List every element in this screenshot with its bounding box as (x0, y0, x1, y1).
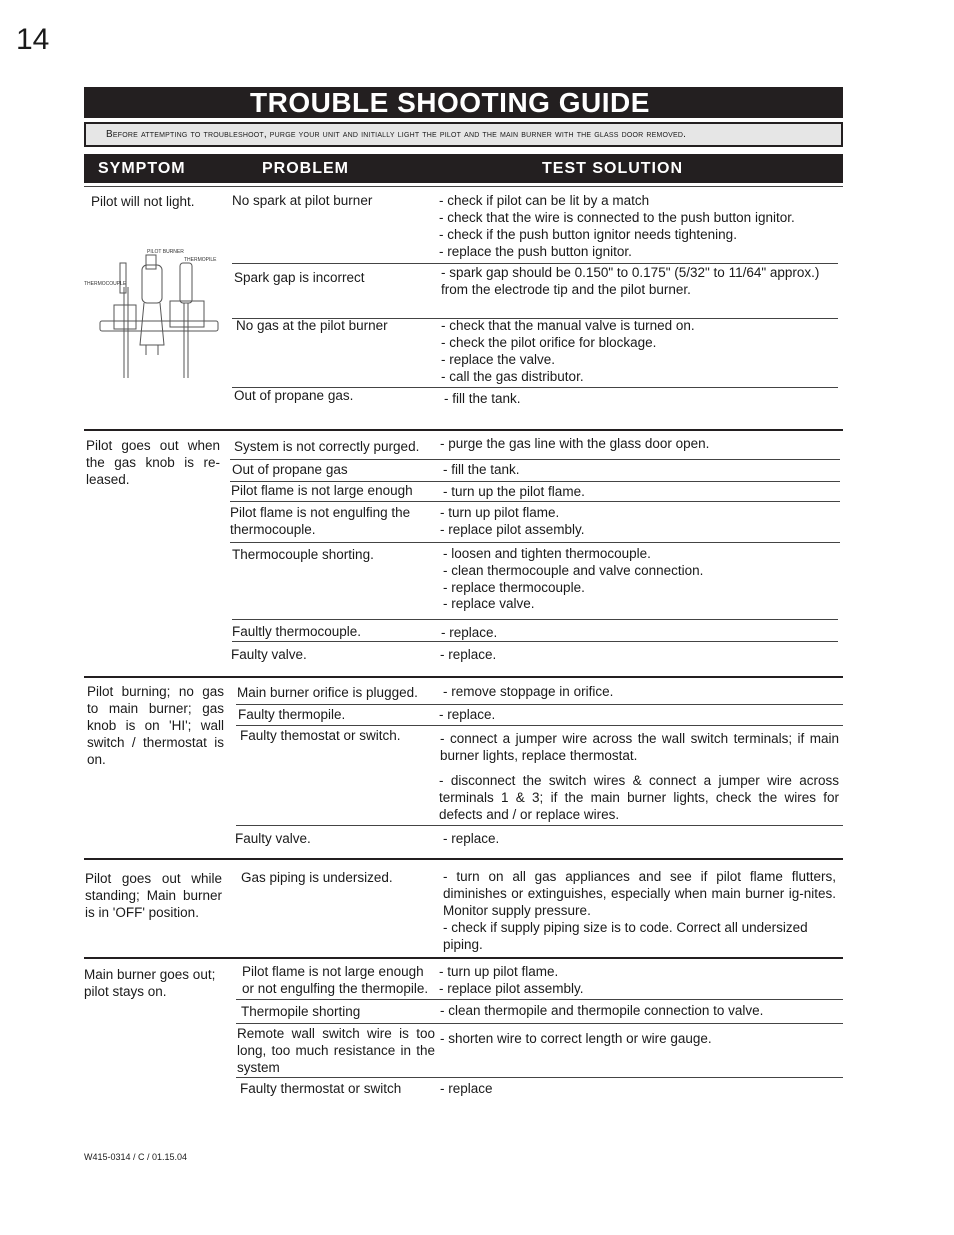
solution-flame-not-engulfing-2: - replace pilot assembly. (440, 522, 585, 537)
page-title: TROUBLE SHOOTING GUIDE (84, 87, 843, 118)
solution-no-spark-2: - check that the wire is connected to the push button ignitor. (439, 210, 795, 225)
problem-no-spark: No spark at pilot burner (232, 193, 373, 208)
row-divider (236, 825, 843, 826)
row-divider (232, 619, 838, 620)
row-divider (236, 725, 843, 726)
solution-no-spark-3: - check if the push button ignitor needs tightening. (439, 227, 737, 242)
solution-no-gas-4: - call the gas distributor. (441, 369, 584, 384)
row-divider (230, 542, 840, 543)
header-problem: PROBLEM (262, 160, 349, 177)
symptom-pilot-goes-out-knob: Pilot goes out when the gas knob is re-leased. (86, 438, 220, 487)
problem-flame-small: Pilot flame is not large enough (231, 483, 413, 498)
problem-no-gas-pilot: No gas at the pilot burner (236, 318, 388, 333)
section-divider (84, 429, 843, 431)
solution-flame-thermopile-1: - turn up pilot flame. (439, 964, 559, 979)
diagram-label-thermocouple: THERMOCOUPLE (84, 281, 127, 287)
solution-no-gas-1: - check that the manual valve is turned on. (441, 318, 695, 333)
table-header (84, 154, 843, 183)
problem-faulty-thermostat-2: Faulty thermostat or switch (240, 1081, 402, 1096)
solution-thermocouple-4: - replace valve. (443, 596, 535, 611)
diagram-label-pilot: PILOT BURNER (147, 249, 184, 255)
diagram-label-thermopile: THERMOPILE (184, 257, 217, 263)
problem-wire-too-long: Remote wall switch wire is too long, too much resistance in the system (237, 1026, 435, 1075)
problem-thermopile-shorting: Thermopile shorting (241, 1004, 361, 1019)
row-divider (236, 704, 843, 705)
solution-thermopile-shorting: - clean thermopile and thermopile connection to valve. (440, 1003, 764, 1018)
problem-flame-not-engulfing: Pilot flame is not engulfing the thermocouple. (230, 505, 411, 537)
symptom-no-gas-main-burner: Pilot burning; no gas to main burner; gas knob is on 'HI'; wall switch / thermostat is on. (87, 684, 224, 767)
solution-thermocouple-3: - replace thermocouple. (443, 580, 585, 595)
row-divider (230, 501, 840, 502)
solution-no-gas-3: - replace the valve. (441, 352, 556, 367)
problem-out-of-propane-2: Out of propane gas (232, 462, 348, 477)
solution-flame-small: - turn up the pilot flame. (443, 484, 585, 499)
row-divider (236, 999, 843, 1000)
solution-wire-too-long: - shorten wire to correct length or wire gauge. (440, 1031, 712, 1046)
solution-spark-gap: - spark gap should be 0.150" to 0.175" (5/32" to 11/64" approx.) from the electrode tip and the pilot burner. (441, 265, 820, 297)
problem-not-purged: System is not correctly purged. (234, 439, 420, 454)
solution-no-spark-1: - check if pilot can be lit by a match (439, 193, 650, 208)
solution-thermocouple-1: - loosen and tighten thermocouple. (443, 546, 651, 561)
solution-flame-thermopile-2: - replace pilot assembly. (439, 981, 584, 996)
pilot-assembly-diagram (84, 245, 226, 380)
solution-no-gas-2: - check the pilot orifice for blockage. (441, 335, 657, 350)
problem-piping-undersized: Gas piping is undersized. (241, 870, 393, 885)
solution-piping-code: - check if supply piping size is to code. Correct all undersized piping. (443, 920, 808, 952)
row-divider (236, 1023, 843, 1024)
solution-faulty-thermocouple: - replace. (441, 625, 498, 640)
problem-faulty-valve: Faulty valve. (231, 647, 307, 662)
solution-faulty-valve-2: - replace. (443, 831, 500, 846)
solution-faulty-thermostat-2: - replace (440, 1081, 493, 1096)
solution-piping-appliances: - turn on all gas appliances and see if pilot flame flutters, diminishes or extinguishes, especially when main burner ig-nites. Monitor supply pressure. (443, 869, 836, 918)
solution-out-of-propane-2: - fill the tank. (443, 462, 520, 477)
problem-faulty-thermocouple: Faultly thermocouple. (232, 624, 362, 639)
symptom-main-burner-goes-out: Main burner goes out; pilot stays on. (84, 967, 216, 999)
solution-orifice-plugged: - remove stoppage in orifice. (443, 684, 614, 699)
solution-flame-not-engulfing-1: - turn up pilot flame. (440, 505, 560, 520)
section-divider (84, 957, 843, 959)
row-divider (236, 1077, 843, 1078)
solution-thermocouple-2: - clean thermocouple and valve connection. (443, 563, 704, 578)
problem-faulty-valve-2: Faulty valve. (235, 831, 311, 846)
problem-orifice-plugged: Main burner orifice is plugged. (237, 685, 418, 700)
intro-note: Before attempting to troubleshoot, purge your unit and initially light the pilot and the main burner with the glass door removed. (84, 122, 843, 147)
header-solution: TEST SOLUTION (542, 160, 683, 177)
solution-faulty-thermopile: - replace. (439, 707, 496, 722)
solution-thermostat-jumper: - connect a jumper wire across the wall switch terminals; if main burner lights, replace thermostat. (440, 731, 839, 763)
section-divider (84, 676, 843, 678)
symptom-pilot-goes-out-standing: Pilot goes out while standing; Main burner is in 'OFF' position. (85, 871, 222, 920)
header-symptom: SYMPTOM (98, 160, 186, 177)
page-number: 14 (16, 23, 50, 56)
row-divider (232, 641, 838, 642)
solution-not-purged: - purge the gas line with the glass door open. (440, 436, 710, 451)
solution-faulty-valve: - replace. (440, 647, 497, 662)
problem-faulty-thermopile: Faulty thermopile. (238, 707, 346, 722)
section-divider (84, 858, 843, 860)
problem-flame-thermopile: Pilot flame is not large enough or not engulfing the thermopile. (242, 964, 429, 996)
problem-faulty-thermostat: Faulty themostat or switch. (240, 728, 401, 743)
solution-thermostat-wires: - disconnect the switch wires & connect a jumper wire across terminals 1 & 3; if the main burner lights, check the wires for defects and / or replace wires. (439, 773, 839, 822)
document-code: W415-0314 / C / 01.15.04 (84, 1152, 188, 1162)
row-divider (230, 459, 840, 460)
symptom-pilot-wont-light: Pilot will not light. (91, 194, 195, 209)
problem-thermocouple-shorting: Thermocouple shorting. (232, 547, 374, 562)
row-divider (84, 186, 843, 187)
problem-spark-gap: Spark gap is incorrect (234, 270, 365, 285)
solution-no-spark-4: - replace the push button ignitor. (439, 244, 632, 259)
problem-out-of-propane: Out of propane gas. (234, 388, 354, 403)
solution-out-of-propane: - fill the tank. (444, 391, 521, 406)
